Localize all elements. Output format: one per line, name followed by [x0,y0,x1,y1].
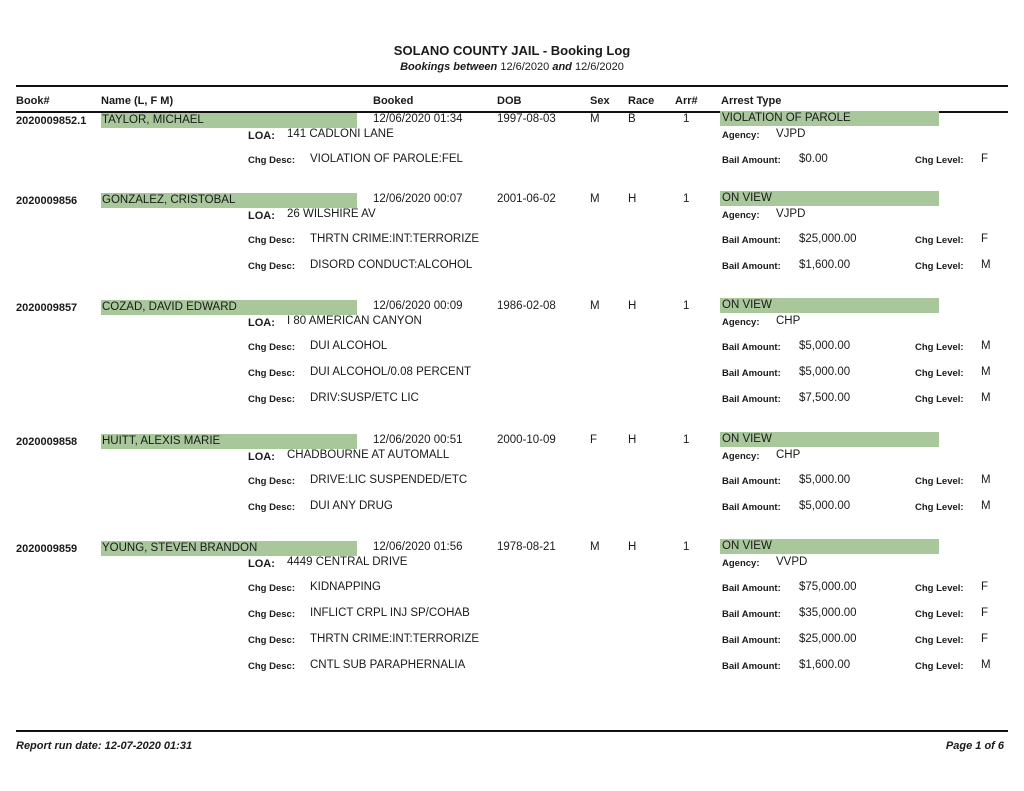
bail-amount-label: Bail Amount: [722,368,781,379]
bail-amount: $7,500.00 [799,392,851,404]
chg-desc-label: Chg Desc: [248,235,295,246]
loa-label: LOA: [248,451,275,463]
charge-level: F [981,153,989,165]
chg-level-label: Chg Level: [915,235,964,246]
sex: M [590,541,600,553]
inmate-name: COZAD, DAVID EDWARD [102,301,237,313]
loa-value: 141 CADLONI LANE [287,128,394,140]
bail-amount: $1,600.00 [799,259,851,271]
bail-amount: $25,000.00 [799,633,857,645]
arrest-number: 1 [683,113,690,125]
bail-amount: $1,600.00 [799,659,851,671]
column-header-dob: DOB [497,95,522,107]
booked-datetime: 12/06/2020 00:09 [373,300,463,312]
charge-level: F [981,233,989,245]
charge-description: THRTN CRIME:INT:TERRORIZE [310,633,480,645]
bail-amount: $0.00 [799,153,828,165]
loa-label: LOA: [248,210,275,222]
chg-desc-label: Chg Desc: [248,661,295,672]
arrest-number: 1 [683,193,690,205]
sex: M [590,113,600,125]
chg-desc-label: Chg Desc: [248,583,295,594]
booked-datetime: 12/06/2020 01:56 [373,541,463,553]
chg-level-label: Chg Level: [915,261,964,272]
column-header-race: Race [628,95,655,107]
booked-datetime: 12/06/2020 01:34 [373,113,463,125]
agency-label: Agency: [722,451,760,462]
booked-datetime: 12/06/2020 00:51 [373,434,463,446]
chg-level-label: Chg Level: [915,368,964,379]
sex: M [590,300,600,312]
bail-amount: $25,000.00 [799,233,857,245]
inmate-name: GONZALEZ, CRISTOBAL [102,194,236,206]
loa-value: I 80 AMERICAN CANYON [287,315,422,327]
chg-desc-label: Chg Desc: [248,155,295,166]
bail-amount-label: Bail Amount: [722,502,781,513]
chg-desc-label: Chg Desc: [248,476,295,487]
charge-description: DRIVE:LIC SUSPENDED/ETC [310,474,468,486]
arrest-number: 1 [683,300,690,312]
bail-amount-label: Bail Amount: [722,661,781,672]
booked-datetime: 12/06/2020 00:07 [373,193,463,205]
race: H [628,434,637,446]
race: H [628,193,637,205]
chg-desc-label: Chg Desc: [248,394,295,405]
arrest-type: ON VIEW [722,540,772,552]
charge-level: M [981,500,991,512]
agency-value: CHP [776,449,801,461]
agency-value: VJPD [776,208,806,220]
page-number: Page 1 of 6 [945,740,1004,752]
subtitle-prefix: Bookings between [400,61,498,73]
chg-level-label: Chg Level: [915,394,964,405]
dob: 1986-02-08 [497,300,556,312]
chg-level-label: Chg Level: [915,502,964,513]
arrest-type: ON VIEW [722,433,772,445]
bail-amount-label: Bail Amount: [722,635,781,646]
column-header-book: Book# [16,95,50,107]
agency-label: Agency: [722,317,760,328]
chg-level-label: Chg Level: [915,155,964,166]
inmate-name: YOUNG, STEVEN BRANDON [102,542,258,554]
loa-value: 26 WILSHIRE AV [287,208,376,220]
dob: 1978-08-21 [497,541,556,553]
column-header-name: Name (L, F M) [101,95,174,107]
charge-level: M [981,340,991,352]
agency-value: VJPD [776,128,806,140]
bail-amount: $5,000.00 [799,474,851,486]
charge-description: CNTL SUB PARAPHERNALIA [310,659,466,671]
charge-level: F [981,581,989,593]
loa-value: CHADBOURNE AT AUTOMALL [287,449,450,461]
loa-label: LOA: [248,558,275,570]
charge-description: DRIV:SUSP/ETC LIC [310,392,419,404]
chg-desc-label: Chg Desc: [248,635,295,646]
column-header-arr: Arr# [675,95,698,107]
report-title: SOLANO COUNTY JAIL - Booking Log [393,43,631,58]
column-header-booked: Booked [373,95,414,107]
bail-amount: $75,000.00 [799,581,857,593]
arrest-number: 1 [683,434,690,446]
charge-description: DUI ANY DRUG [310,500,393,512]
chg-desc-label: Chg Desc: [248,368,295,379]
bail-amount: $5,000.00 [799,366,851,378]
chg-level-label: Chg Level: [915,661,964,672]
chg-level-label: Chg Level: [915,609,964,620]
agency-label: Agency: [722,130,760,141]
loa-label: LOA: [248,130,275,142]
chg-level-label: Chg Level: [915,476,964,487]
loa-value: 4449 CENTRAL DRIVE [287,556,408,568]
chg-desc-label: Chg Desc: [248,609,295,620]
agency-value: CHP [776,315,801,327]
bail-amount-label: Bail Amount: [722,583,781,594]
bail-amount: $5,000.00 [799,340,851,352]
chg-desc-label: Chg Desc: [248,502,295,513]
column-header-sex: Sex [590,95,610,107]
book-number: 2020009859 [16,543,78,555]
chg-level-label: Chg Level: [915,583,964,594]
agency-label: Agency: [722,210,760,221]
header-rule [16,85,1008,87]
book-number: 2020009856 [16,195,78,207]
charge-description: DUI ALCOHOL/0.08 PERCENT [310,366,472,378]
report-subtitle [0,61,1024,73]
inmate-name: TAYLOR, MICHAEL [102,114,204,126]
race: B [628,113,636,125]
race: H [628,300,637,312]
sex: M [590,193,600,205]
bail-amount-label: Bail Amount: [722,342,781,353]
agency-label: Agency: [722,558,760,569]
bail-amount-label: Bail Amount: [722,394,781,405]
loa-label: LOA: [248,317,275,329]
dob: 1997-08-03 [497,113,556,125]
book-number: 2020009852.1 [16,115,87,127]
charge-description: INFLICT CRPL INJ SP/COHAB [310,607,470,619]
charge-level: M [981,392,991,404]
charge-description: VIOLATION OF PAROLE:FEL [310,153,463,165]
chg-desc-label: Chg Desc: [248,342,295,353]
charge-level: M [981,659,991,671]
bail-amount-label: Bail Amount: [722,155,781,166]
charge-description: DISORD CONDUCT:ALCOHOL [310,259,473,271]
subtitle-conj: and [552,61,572,73]
arrest-type: VIOLATION OF PAROLE [722,112,851,124]
chg-level-label: Chg Level: [915,342,964,353]
footer-rule [16,730,1008,732]
report-run-date: Report run date: 12-07-2020 01:31 [16,740,193,752]
subtitle-start-date: 12/6/2020 [500,61,550,73]
arrest-type: ON VIEW [722,192,772,204]
book-number: 2020009857 [16,302,78,314]
bail-amount-label: Bail Amount: [722,261,781,272]
charge-description: DUI ALCOHOL [310,340,388,352]
charge-level: F [981,607,989,619]
charge-level: M [981,259,991,271]
charge-description: THRTN CRIME:INT:TERRORIZE [310,233,480,245]
bail-amount-label: Bail Amount: [722,609,781,620]
bail-amount: $35,000.00 [799,607,857,619]
arrest-type: ON VIEW [722,299,772,311]
subtitle-end-date: 12/6/2020 [574,61,624,73]
race: H [628,541,637,553]
inmate-name: HUITT, ALEXIS MARIE [102,435,221,447]
chg-level-label: Chg Level: [915,635,964,646]
bail-amount-label: Bail Amount: [722,476,781,487]
charge-level: M [981,366,991,378]
dob: 2000-10-09 [497,434,556,446]
sex: F [590,434,598,446]
arrest-number: 1 [683,541,690,553]
charge-description: KIDNAPPING [310,581,381,593]
book-number: 2020009858 [16,436,78,448]
agency-value: VVPD [776,556,808,568]
dob: 2001-06-02 [497,193,556,205]
bail-amount: $5,000.00 [799,500,851,512]
charge-level: M [981,474,991,486]
bail-amount-label: Bail Amount: [722,235,781,246]
column-header-arrest-type: Arrest Type [721,95,782,107]
chg-desc-label: Chg Desc: [248,261,295,272]
charge-level: F [981,633,989,645]
